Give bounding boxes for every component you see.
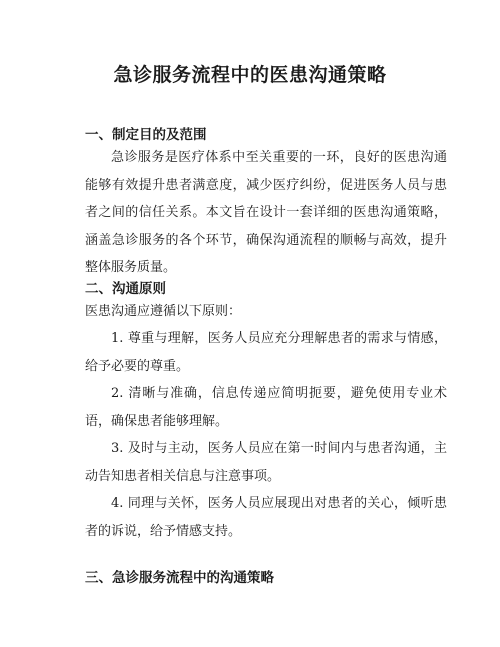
principle-item-3: 3. 及时与主动，医务人员应在第一时间内与患者沟通，主动告知患者相关信息与注意事项。 [85, 441, 447, 484]
section-heading-purpose: 一、制定目的及范围 [85, 127, 207, 143]
section-heading-principles: 二、沟通原则 [85, 281, 166, 297]
section-heading-strategies: 三、急诊服务流程中的沟通策略 [85, 570, 274, 586]
section-paragraph-purpose: 急诊服务是医疗体系中至关重要的一环，良好的医患沟通能够有效提升患者满意度，减少医疗纠纷，促进医务人员与患者之间的信任关系。本文旨在设计一套详细的医患沟通策略，涵盖急诊服务的各个环节，确保沟通流程的顺畅与高效，提升整体服务质量。 [85, 150, 447, 275]
document-title: 急诊服务流程中的医患沟通策略 [113, 64, 387, 86]
principle-item-4: 4. 同理与关怀，医务人员应展现出对患者的关心，倾听患者的诉说，给予情感支持。 [85, 496, 447, 539]
principle-item-1: 1. 尊重与理解，医务人员应充分理解患者的需求与情感，给予必要的尊重。 [85, 331, 447, 374]
principles-intro: 医患沟通应遵循以下原则： [85, 304, 242, 319]
principle-item-2: 2. 清晰与准确，信息传递应简明扼要，避免使用专业术语，确保患者能够理解。 [85, 386, 447, 429]
